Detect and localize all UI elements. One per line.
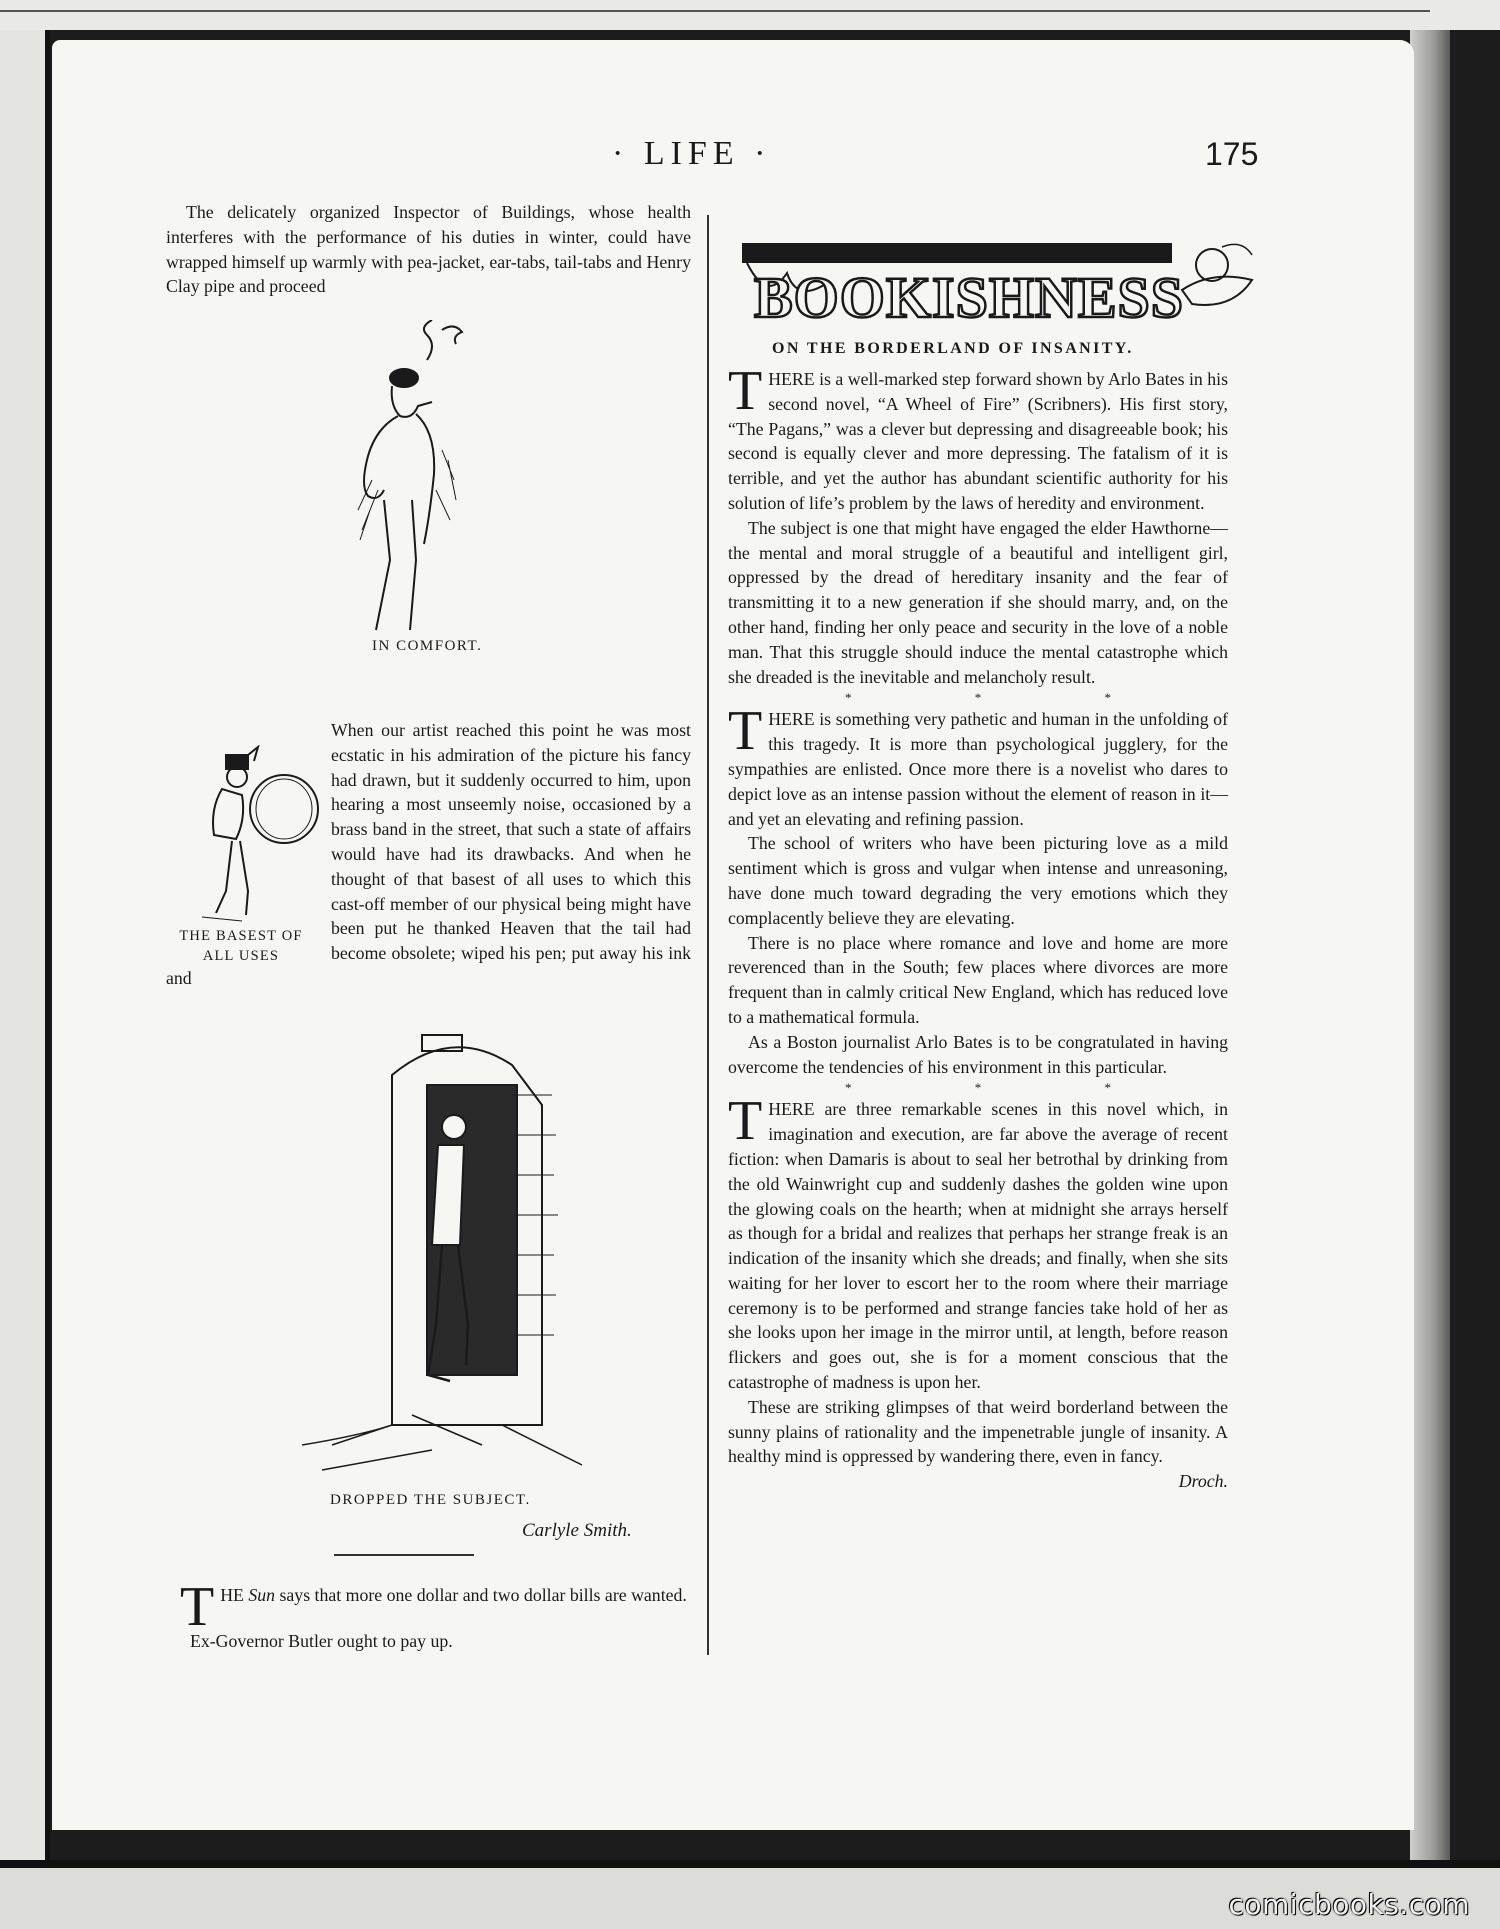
sun-text-1: HE [220, 1585, 249, 1605]
page-number: 175 [1205, 136, 1259, 172]
review-article [728, 360, 1228, 1494]
bookishness-banner [742, 235, 1262, 345]
caption-in-comfort: IN COMFORT. [372, 638, 483, 654]
sun-italic: Sun [248, 1585, 276, 1605]
review-paragraph [728, 360, 1228, 516]
section-rule [334, 1554, 474, 1556]
byline-droch: Droch. [1178, 1471, 1228, 1492]
scan-right-edge [1410, 30, 1450, 1860]
column-divider [707, 215, 709, 1655]
review-paragraph-text: HERE are three remarkable scenes in this novel which, in imagination and execution, are far above the average of recent fiction: when Damaris is about to seal her betrothal by drinking from the old Wainwright cup and suddenly dashes the golden wine upon the glowing coals on the hearth; when at midnight she arrays herself as though for a bridal and realizes that perhaps her strange freak is an indication of the insanity which she dreads; and finally, when she sits waiting for her lover to escort her to the room where their marriage ceremony is to be performed and strange fancies take hold of her as she looks upon her image in the mirror until, at length, before reason flickers and goes out, she is for a moment conscious that the catastrophe of madness is upon her. [728, 1099, 1228, 1393]
article-subtitle: ON THE BORDERLAND OF INSANITY. [772, 340, 1134, 357]
sun-paragraph [180, 1576, 690, 1654]
signature-carlyle-smith: Carlyle Smith. [522, 1520, 632, 1541]
caption-basest-of-all-uses: THE BASEST OF ALL USES [179, 928, 303, 964]
illustration-man-with-pipe [332, 320, 492, 650]
drop-cap: T [180, 1576, 215, 1638]
review-paragraph: The subject is one that might have engaged the elder Hawthorne—the mental and moral struggle of a beautiful and intelligent girl, oppressed by the dread of hereditary insanity and the fear of transmitting it to a new generation if she should marry, and, on the other hand, finding her only peace and security in the love of a noble man. That this struggle should induce the mental catastrophe which she dreaded is the inevitable and melancholy result. [728, 517, 1228, 687]
magazine-page [52, 40, 1414, 1830]
illustration-man-at-doorway [282, 1015, 642, 1485]
scan-bottom-edge [0, 1860, 1500, 1929]
review-paragraph: There is no place where romance and love and home are more reverenced than in the South; few places where divorces are more frequent than in calmly critical New England, which has reduced love to a mathematical formula. [728, 932, 1228, 1027]
section-break: * * * [845, 1080, 1171, 1096]
review-paragraph: The school of writers who have been picturing love as a mild sentiment which is gross and vulgar when intense and unreasoning, have done much toward degrading the very emotions which they complacently believe they are elevating. [728, 833, 1228, 928]
caption-dropped-the-subject: DROPPED THE SUBJECT. [330, 1492, 531, 1508]
drop-cap: T [728, 360, 763, 422]
drop-cap: T [728, 1090, 763, 1153]
watermark: comicbooks.com [1228, 1888, 1470, 1921]
scan-top-edge [0, 0, 1500, 30]
review-paragraph [728, 700, 1228, 831]
review-paragraph: As a Boston journalist Arlo Bates is to be congratulated in having overcome the tendencies of his environment in this particular. [728, 1031, 1228, 1077]
section-break: * * * [845, 690, 1171, 706]
drop-cap: T [728, 700, 763, 763]
review-paragraph-text: HERE is a well-marked step forward shown by Arlo Bates in his second novel, “A Wheel of Fire” (Scribners). His first story, “The Pagans,” was a clever but depressing and disagreeable book; his second is equally clever and more depressing. The fatalism of it is terrible, and yet the author has abundant scientific authority for his solution of life’s problem by the laws of heredity and environment. [728, 369, 1228, 513]
scan-left-edge [0, 30, 50, 1860]
banner-text: BOOKISHNESS [754, 265, 1185, 330]
review-paragraph [728, 1395, 1228, 1492]
review-paragraph-text: These are striking glimpses of that weird borderland between the sunny plains of rationality and the impenetrable jungle of insanity. A healthy mind is oppressed by wandering there, even in fancy. [728, 1396, 1228, 1467]
review-paragraph [728, 1090, 1228, 1395]
sun-text-2: says that more one dollar and two dollar bills are wanted. [275, 1585, 687, 1605]
illustration-drummer [192, 745, 332, 925]
sun-text-3: Ex-Governor Butler ought to pay up. [190, 1631, 453, 1651]
artist-paragraph-text: When our artist reached this point he was most ecstatic in his admiration of the picture his fancy had drawn, but it suddenly occurred to him, upon hearing a most unseemly noise, occasioned by a brass band in the street, that such a state of affairs would have had its drawbacks. And when he thought of that basest of all uses to which this cast-off member of our physical being might have been put he thanked Heaven that the tail had become obsolete; wiped his pen; put away his ink and [166, 720, 691, 988]
review-paragraph-text: HERE is something very pathetic and human in the unfolding of this tragedy. It is more than psychological jugglery, for the sympathies are enlisted. Once more there is a novelist who dares to depict love as an intense passion without the element of reason in it—and yet an elevating and refining passion. [728, 709, 1228, 829]
intro-paragraph: The delicately organized Inspector of Buildings, whose health interferes with the performance of his duties in winter, could have wrapped himself up warmly with pea-jacket, ear-tabs, tail-tabs and Henry Clay pipe and proceed [166, 202, 691, 297]
masthead-title: · LIFE · [612, 135, 772, 172]
